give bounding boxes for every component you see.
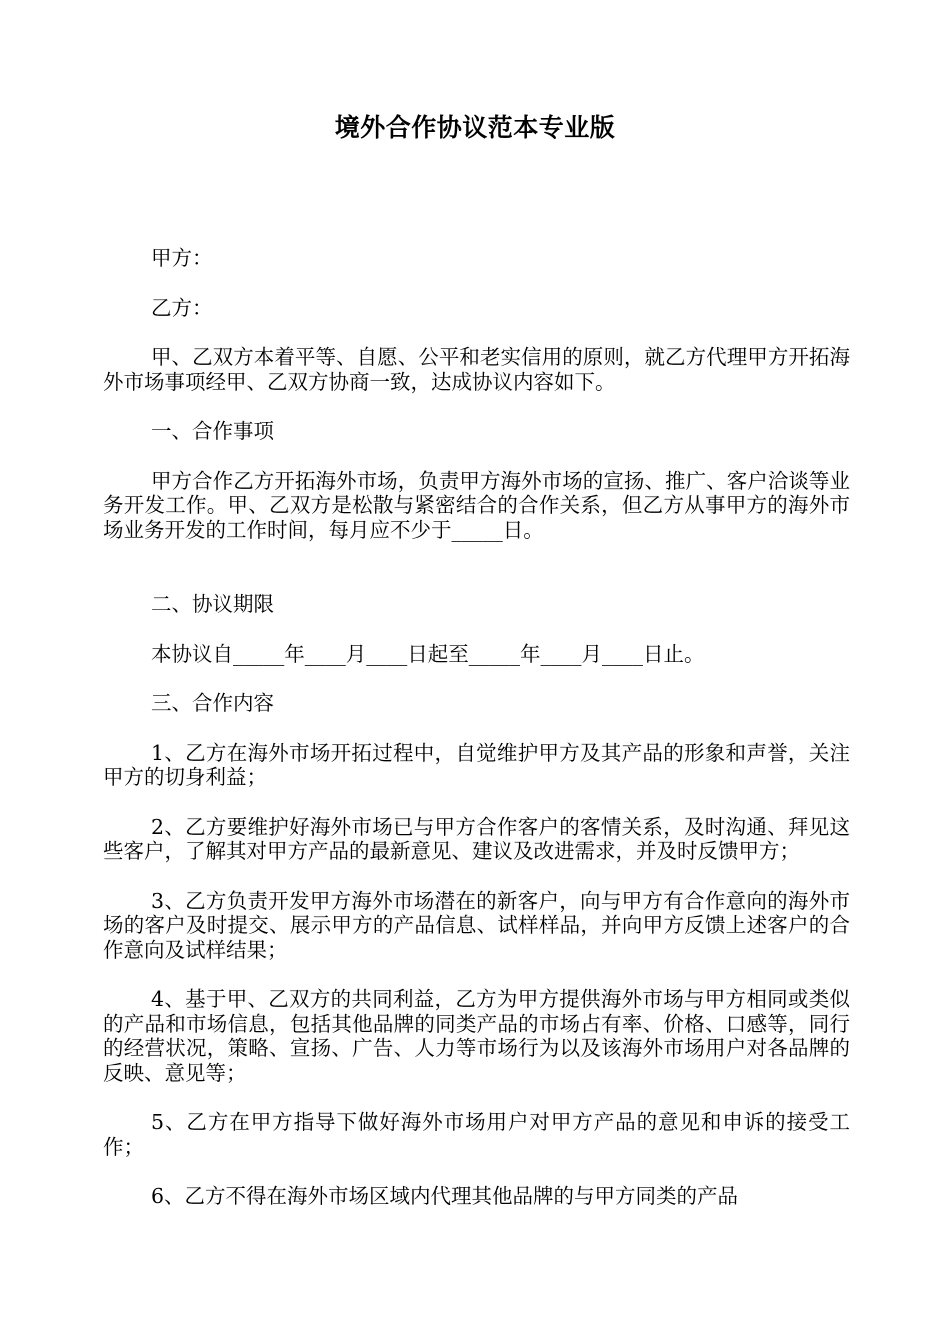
clause-3: 3、乙方负责开发甲方海外市场潜在的新客户，向与甲方有合作意向的海外市场的客户及时提交、展示甲方的产品信息、试样样品，并向甲方反馈上述客户的合作意向及试样结果； bbox=[103, 888, 850, 962]
section-heading-cooperation-content: 三、合作内容 bbox=[151, 691, 274, 715]
clause-1: 1、乙方在海外市场开拓过程中，自觉维护甲方及其产品的形象和声誉，关注甲方的切身利益； bbox=[103, 740, 850, 789]
document-body bbox=[103, 246, 850, 1209]
section-heading-agreement-term: 二、协议期限 bbox=[151, 592, 274, 616]
clause-6: 6、乙方不得在海外市场区域内代理其他品牌的与甲方同类的产品 bbox=[151, 1184, 739, 1208]
agreement-term-paragraph: 本协议自_____年____月____日起至_____年____月____日止。 bbox=[151, 641, 705, 666]
document-title: 境外合作协议范本专业版 bbox=[334, 113, 616, 142]
clause-2: 2、乙方要维护好海外市场已与甲方合作客户的客情关系，及时沟通、拜见这些客户，了解其对甲方产品的最新意见、建议及改进需求，并及时反馈甲方； bbox=[103, 814, 850, 863]
party-a-line: 甲方： bbox=[151, 246, 213, 270]
clause-4: 4、基于甲、乙双方的共同利益，乙方为甲方提供海外市场与甲方相同或类似的产品和市场信息，包括其他品牌的同类产品的市场占有率、价格、口感等，同行的经营状况，策略、宣扬、广告、人力等市场行为以及该海外市场用户对各品牌的反映、意见等； bbox=[103, 987, 850, 1085]
party-b-line: 乙方： bbox=[151, 295, 213, 320]
preamble-paragraph: 甲、乙双方本着平等、自愿、公平和老实信用的原则，就乙方代理甲方开拓海外市场事项经甲、乙双方协商一致，达成协议内容如下。 bbox=[103, 345, 850, 394]
section-heading-cooperation-matters: 一、合作事项 bbox=[151, 419, 274, 443]
clause-5: 5、乙方在甲方指导下做好海外市场用户对甲方产品的意见和申诉的接受工作； bbox=[103, 1110, 850, 1159]
cooperation-matters-paragraph: 甲方合作乙方开拓海外市场，负责甲方海外市场的宣扬、推广、客户洽谈等业务开发工作。甲、乙双方是松散与紧密结合的合作关系，但乙方从事甲方的海外市场业务开发的工作时间，每月应不少于_____日。 bbox=[103, 468, 850, 542]
